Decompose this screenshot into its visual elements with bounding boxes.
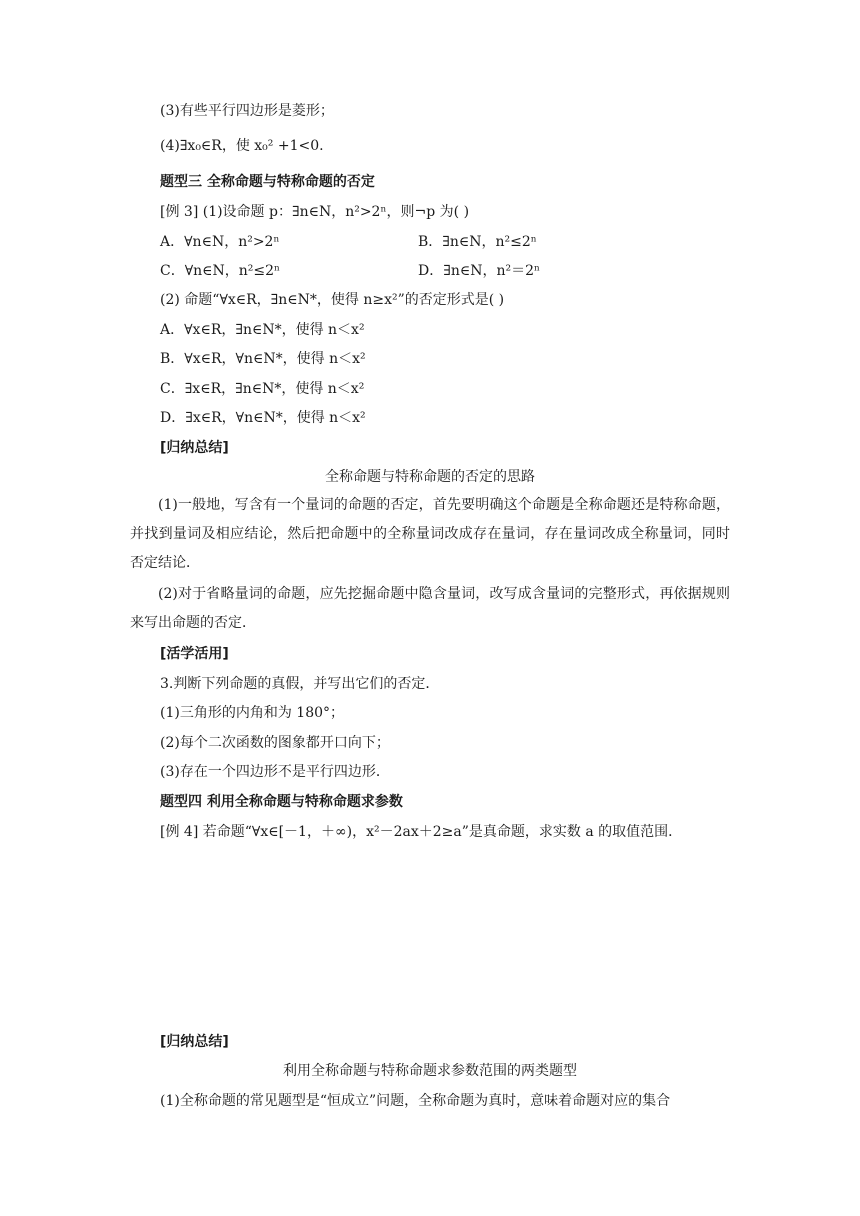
summary-label-2: [归纳总结]: [160, 1034, 229, 1050]
summary-1-paragraph-1: (1)一般地，写含有一个量词的命题的否定，首先要明确这个命题是全称命题还是特称命题，并找到量词及相应结论，然后把命题中的全称量词改成存在量词，存在量词改成全称量词，同时否定结论．: [130, 497, 730, 571]
example-3-question-2: (2) 命题“∀x∈R，∃n∈N*，使得 n≥x²”的否定形式是( ): [160, 292, 505, 308]
question-3-item-1: (1)三角形的内角和为 180°；: [160, 705, 345, 721]
section-heading-3: 题型三 全称命题与特称命题的否定: [160, 174, 375, 190]
question-3-item-3: (3)存在一个四边形不是平行四边形．: [160, 764, 390, 780]
summary-title-2: 利用全称命题与特称命题求参数范围的两类题型: [283, 1063, 577, 1079]
example-4: [例 4] 若命题“∀x∈[－1，＋∞)，x²－2ax＋2≥a”是真命题，求实数 a 的取值范围．: [160, 824, 683, 840]
summary-label-1: [归纳总结]: [160, 440, 229, 456]
option-2d: D．∃x∈R，∀n∈N*，使得 n＜x²: [160, 410, 366, 426]
apply-label: [活学活用]: [160, 646, 229, 662]
summary-title-1: 全称命题与特称命题的否定的思路: [325, 469, 535, 485]
item-4: (4)∃x₀∈R，使 x₀² +1<0.: [160, 138, 324, 154]
option-2a: A．∀x∈R，∃n∈N*，使得 n＜x²: [160, 322, 365, 338]
example-3-question-1: [例 3] (1)设命题 p：∃n∈N，n²>2ⁿ，则¬p 为( ): [160, 204, 470, 220]
option-b: B．∃n∈N，n²≤2ⁿ: [418, 234, 537, 250]
question-3-item-2: (2)每个二次函数的图象都开口向下；: [160, 735, 390, 751]
item-3: (3)有些平行四边形是菱形；: [160, 103, 334, 119]
question-3: 3.判断下列命题的真假，并写出它们的否定．: [160, 676, 440, 692]
section-heading-4: 题型四 利用全称命题与特称命题求参数: [160, 794, 403, 810]
option-d: D．∃n∈N，n²＝2ⁿ: [418, 263, 541, 279]
option-a: A．∀n∈N，n²>2ⁿ: [160, 234, 280, 250]
option-2c: C．∃x∈R，∃n∈N*，使得 n＜x²: [160, 381, 365, 397]
option-c: C．∀n∈N，n²≤2ⁿ: [160, 263, 281, 279]
summary-1-paragraph-2: (2)对于省略量词的命题，应先挖掘命题中隐含量词，改写成含量词的完整形式，再依据规则来写出命题的否定．: [130, 586, 730, 631]
summary-2-paragraph-1: (1)全称命题的常见题型是“恒成立”问题，全称命题为真时，意味着命题对应的集合: [160, 1093, 671, 1109]
option-2b: B．∀x∈R，∀n∈N*，使得 n＜x²: [160, 351, 366, 367]
